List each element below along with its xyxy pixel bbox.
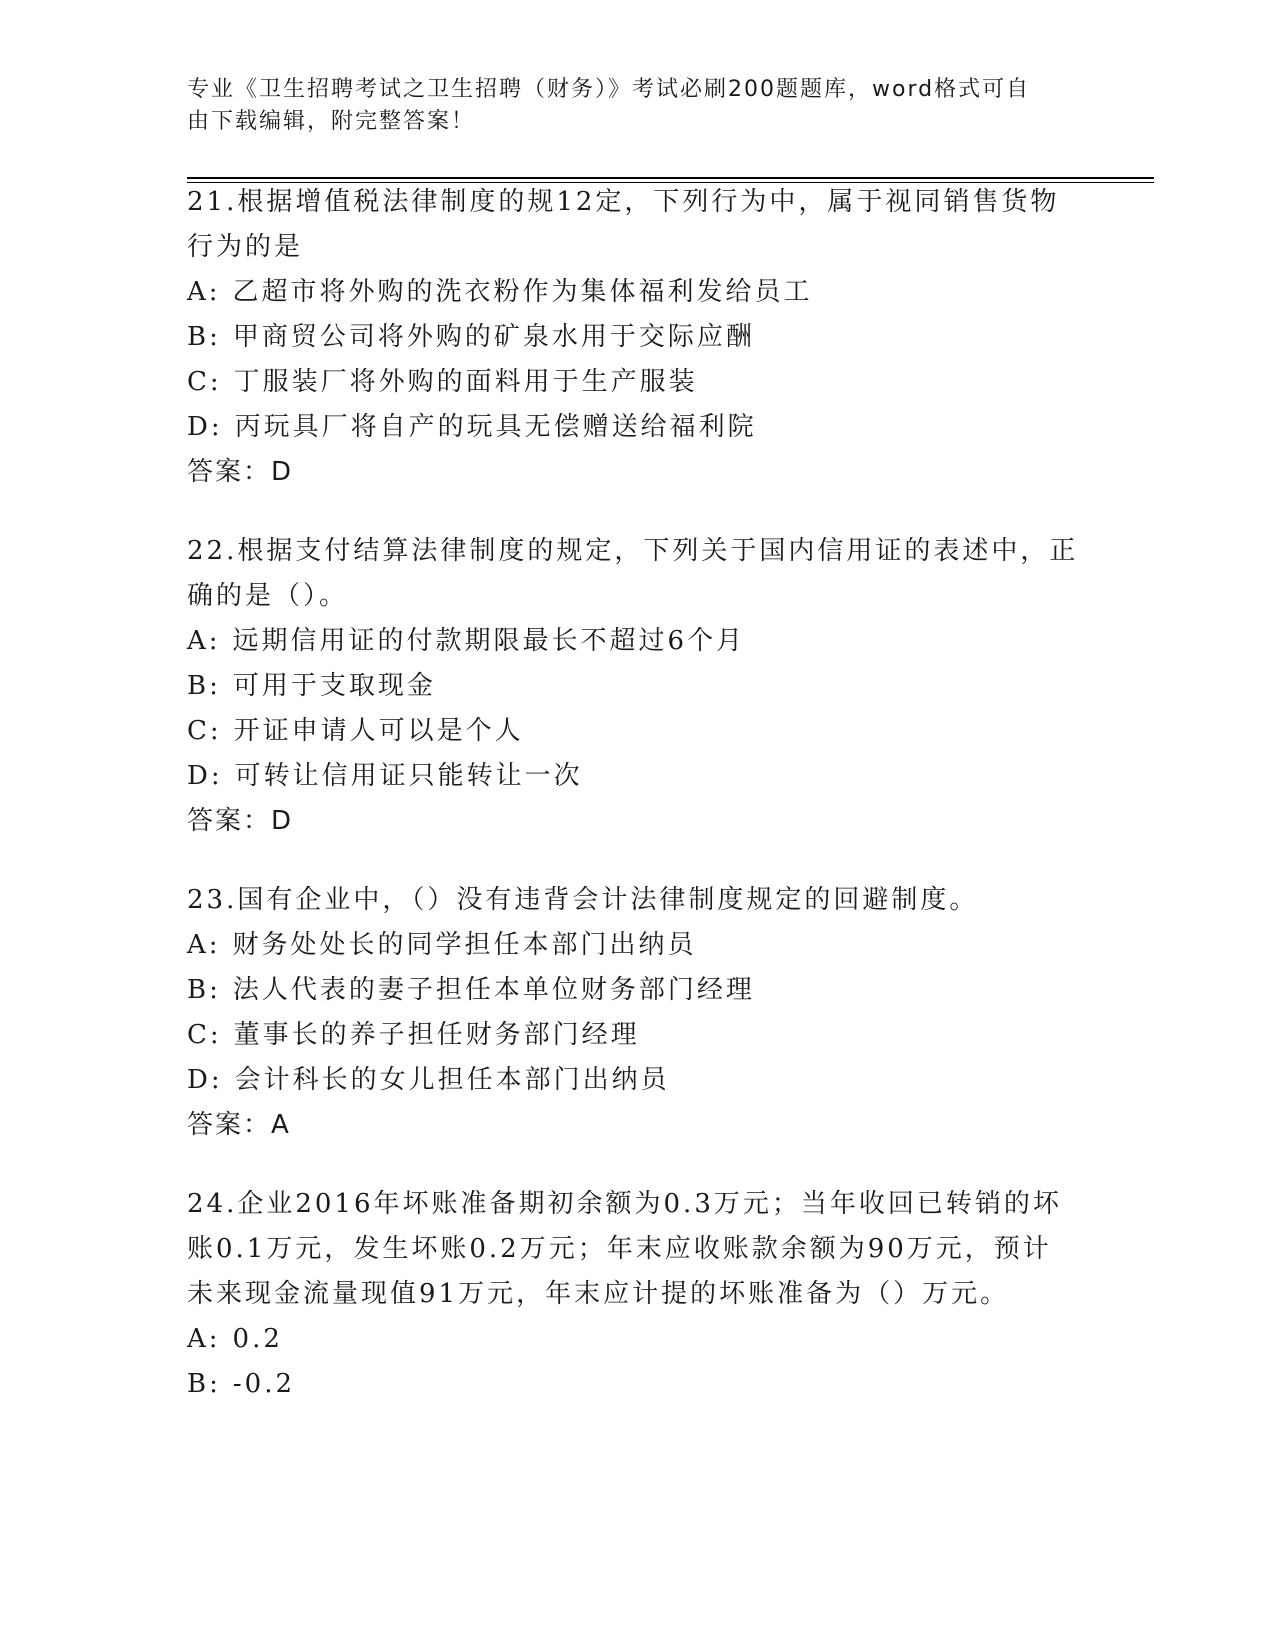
answer-line	[187, 1103, 1087, 1148]
question-stem-line: 23.国有企业中，（）没有违背会计法律制度规定的回避制度。	[187, 885, 979, 915]
answer-label: 答案：	[187, 1110, 272, 1140]
question-22	[187, 529, 1087, 844]
option-text: 远期信用证的付款期限最长不超过6个月	[232, 626, 746, 656]
question-stem-line: 账0.1万元，发生坏账0.2万元；年末应收账款余额为90万元，预计	[187, 1234, 1052, 1264]
option-text: 董事长的养子担任财务部门经理	[233, 1020, 640, 1050]
question-stem-line: 确的是（）。	[187, 581, 349, 611]
option-text: 可转让信用证只能转让一次	[234, 761, 583, 791]
question-stem-line: 未来现金流量现值91万元，年末应计提的坏账准备为（）万元。	[187, 1279, 1010, 1309]
option-b	[187, 315, 1087, 360]
option-letter: B:	[187, 671, 221, 701]
option-text: 0.2	[232, 1324, 283, 1354]
answer-label: 答案：	[187, 457, 272, 487]
question-stem-line: 22.根据支付结算法律制度的规定，下列关于国内信用证的表述中，正	[187, 536, 1079, 566]
option-text: 甲商贸公司将外购的矿泉水用于交际应酬	[232, 322, 755, 352]
option-letter: A:	[187, 1324, 221, 1354]
option-d	[187, 1058, 1087, 1103]
answer-label: 答案：	[187, 806, 272, 836]
option-a	[187, 270, 1087, 315]
question-stem-line: 21.根据增值税法律制度的规12定，下列行为中，属于视同销售货物	[187, 187, 1060, 217]
question-stem-line: 24.企业2016年坏账准备期初余额为0.3万元；当年收回已转销的坏	[187, 1189, 1062, 1219]
option-letter: A:	[187, 626, 221, 656]
header-divider-thick	[187, 177, 1154, 179]
option-a	[187, 923, 1087, 968]
question-21	[187, 180, 1087, 495]
question-23	[187, 878, 1087, 1148]
option-letter: C:	[187, 716, 222, 746]
question-24	[187, 1182, 1087, 1407]
option-letter: C:	[187, 1020, 222, 1050]
option-a	[187, 619, 1087, 664]
answer-line	[187, 799, 1087, 844]
option-d	[187, 754, 1087, 799]
option-a	[187, 1317, 1087, 1362]
option-text: -0.2	[232, 1369, 296, 1399]
page-header	[187, 74, 1087, 138]
answer-value: A	[271, 1110, 291, 1140]
option-letter: D:	[187, 412, 223, 442]
option-letter: A:	[187, 930, 221, 960]
option-d	[187, 405, 1087, 450]
option-b	[187, 664, 1087, 709]
option-text: 法人代表的妻子担任本单位财务部门经理	[232, 975, 755, 1005]
header-line-1: 专业《卫生招聘考试之卫生招聘（财务）》考试必刷200题题库，word格式可自	[187, 77, 1031, 102]
option-letter: B:	[187, 1369, 221, 1399]
option-letter: B:	[187, 975, 221, 1005]
answer-line	[187, 450, 1087, 495]
question-stem-line: 行为的是	[187, 232, 304, 262]
option-letter: A:	[187, 277, 221, 307]
option-text: 丙玩具厂将自产的玩具无偿赠送给福利院	[234, 412, 757, 442]
answer-value: D	[271, 457, 294, 487]
option-text: 丁服装厂将外购的面料用于生产服装	[233, 367, 698, 397]
option-text: 会计科长的女儿担任本部门出纳员	[234, 1065, 670, 1095]
option-c	[187, 709, 1087, 754]
option-letter: C:	[187, 367, 222, 397]
option-text: 可用于支取现金	[232, 671, 436, 701]
option-letter: B:	[187, 322, 221, 352]
option-letter: D:	[187, 761, 223, 791]
option-text: 乙超市将外购的洗衣粉作为集体福利发给员工	[232, 277, 813, 307]
option-b	[187, 968, 1087, 1013]
option-c	[187, 360, 1087, 405]
option-text: 财务处处长的同学担任本部门出纳员	[232, 930, 697, 960]
option-c	[187, 1013, 1087, 1058]
option-letter: D:	[187, 1065, 223, 1095]
option-text: 开证申请人可以是个人	[233, 716, 524, 746]
answer-value: D	[271, 806, 294, 836]
option-b	[187, 1362, 1087, 1407]
header-line-2: 由下载编辑，附完整答案！	[187, 109, 476, 134]
